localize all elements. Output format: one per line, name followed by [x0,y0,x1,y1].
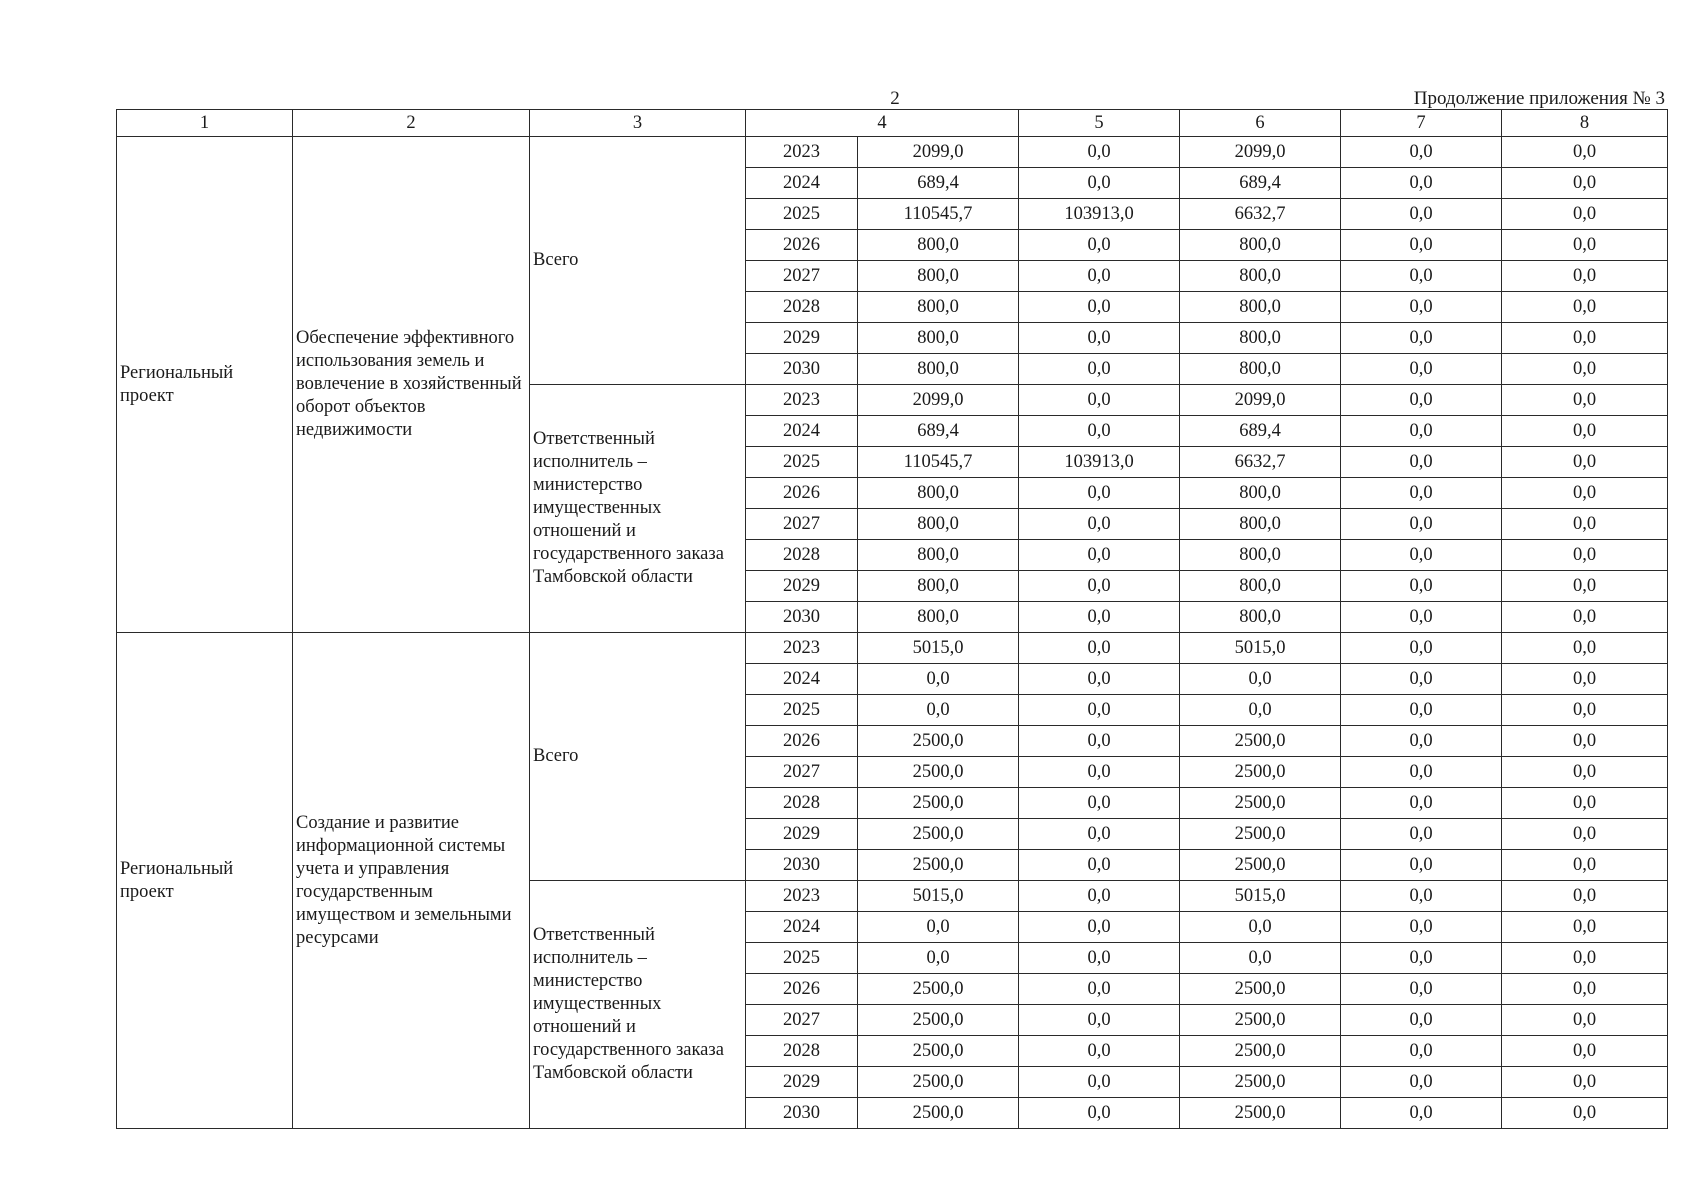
regional-budget-cell: 2500,0 [1180,1036,1341,1067]
federal-budget-cell: 0,0 [1019,757,1180,788]
amount-total-cell: 800,0 [858,292,1019,323]
year-cell: 2030 [746,1098,858,1129]
amount-total-cell: 800,0 [858,602,1019,633]
federal-budget-cell: 0,0 [1019,664,1180,695]
year-cell: 2028 [746,1036,858,1067]
federal-budget-cell: 0,0 [1019,695,1180,726]
local-budget-cell: 0,0 [1341,354,1502,385]
amount-total-cell: 110545,7 [858,447,1019,478]
regional-budget-cell: 2500,0 [1180,1067,1341,1098]
amount-total-cell: 2500,0 [858,757,1019,788]
regional-budget-cell: 800,0 [1180,230,1341,261]
amount-total-cell: 800,0 [858,261,1019,292]
year-cell: 2028 [746,788,858,819]
extrabudgetary-cell: 0,0 [1502,974,1668,1005]
extrabudgetary-cell: 0,0 [1502,912,1668,943]
continuation-caption: Продолжение приложения № 3 [1413,88,1665,109]
local-budget-cell: 0,0 [1341,695,1502,726]
regional-budget-cell: 2500,0 [1180,726,1341,757]
extrabudgetary-cell: 0,0 [1502,571,1668,602]
amount-total-cell: 800,0 [858,354,1019,385]
year-cell: 2023 [746,881,858,912]
federal-budget-cell: 0,0 [1019,881,1180,912]
local-budget-cell: 0,0 [1341,447,1502,478]
extrabudgetary-cell: 0,0 [1502,447,1668,478]
federal-budget-cell: 0,0 [1019,385,1180,416]
regional-budget-cell: 689,4 [1180,416,1341,447]
table-row [117,633,1668,664]
local-budget-cell: 0,0 [1341,819,1502,850]
funding-group-label: Ответственный исполнитель – министерство имущественных отношений и государственного заказа Тамбовской области [530,881,746,1129]
regional-budget-cell: 2500,0 [1180,850,1341,881]
extrabudgetary-cell: 0,0 [1502,664,1668,695]
local-budget-cell: 0,0 [1341,540,1502,571]
amount-total-cell: 2500,0 [858,788,1019,819]
local-budget-cell: 0,0 [1341,1005,1502,1036]
regional-budget-cell: 800,0 [1180,261,1341,292]
local-budget-cell: 0,0 [1341,1067,1502,1098]
regional-budget-cell: 800,0 [1180,602,1341,633]
column-header: 3 [530,110,746,137]
extrabudgetary-cell: 0,0 [1502,1005,1668,1036]
year-cell: 2030 [746,850,858,881]
regional-budget-cell: 800,0 [1180,540,1341,571]
extrabudgetary-cell: 0,0 [1502,230,1668,261]
federal-budget-cell: 0,0 [1019,1067,1180,1098]
year-cell: 2029 [746,323,858,354]
local-budget-cell: 0,0 [1341,881,1502,912]
extrabudgetary-cell: 0,0 [1502,1036,1668,1067]
amount-total-cell: 689,4 [858,168,1019,199]
project-name-cell: Обеспечение эффективного использования земель и вовлечение в хозяйственный оборот объектов недвижимости [293,137,530,633]
federal-budget-cell: 0,0 [1019,261,1180,292]
year-cell: 2026 [746,478,858,509]
regional-budget-cell: 0,0 [1180,943,1341,974]
extrabudgetary-cell: 0,0 [1502,1067,1668,1098]
regional-budget-cell: 2500,0 [1180,1005,1341,1036]
column-header: 1 [117,110,293,137]
regional-budget-cell: 5015,0 [1180,633,1341,664]
regional-budget-cell: 2500,0 [1180,757,1341,788]
local-budget-cell: 0,0 [1341,1036,1502,1067]
federal-budget-cell: 0,0 [1019,1005,1180,1036]
column-header: 6 [1180,110,1341,137]
regional-budget-cell: 800,0 [1180,509,1341,540]
year-cell: 2027 [746,757,858,788]
federal-budget-cell: 0,0 [1019,540,1180,571]
year-cell: 2026 [746,974,858,1005]
project-type-cell: Региональный проект [117,137,293,633]
year-cell: 2028 [746,540,858,571]
federal-budget-cell: 0,0 [1019,509,1180,540]
local-budget-cell: 0,0 [1341,602,1502,633]
extrabudgetary-cell: 0,0 [1502,478,1668,509]
year-cell: 2023 [746,385,858,416]
federal-budget-cell: 0,0 [1019,1036,1180,1067]
amount-total-cell: 800,0 [858,540,1019,571]
funding-group-label: Всего [530,137,746,385]
federal-budget-cell: 103913,0 [1019,199,1180,230]
extrabudgetary-cell: 0,0 [1502,509,1668,540]
extrabudgetary-cell: 0,0 [1502,199,1668,230]
regional-budget-cell: 0,0 [1180,664,1341,695]
regional-budget-cell: 0,0 [1180,912,1341,943]
federal-budget-cell: 0,0 [1019,819,1180,850]
regional-budget-cell: 2099,0 [1180,385,1341,416]
year-cell: 2026 [746,230,858,261]
federal-budget-cell: 0,0 [1019,943,1180,974]
page-number: 2 [890,88,900,109]
regional-budget-cell: 2099,0 [1180,137,1341,168]
extrabudgetary-cell: 0,0 [1502,757,1668,788]
amount-total-cell: 2500,0 [858,974,1019,1005]
amount-total-cell: 800,0 [858,230,1019,261]
regional-budget-cell: 800,0 [1180,354,1341,385]
year-cell: 2024 [746,664,858,695]
amount-total-cell: 2500,0 [858,1067,1019,1098]
amount-total-cell: 0,0 [858,943,1019,974]
federal-budget-cell: 0,0 [1019,137,1180,168]
federal-budget-cell: 0,0 [1019,1098,1180,1129]
regional-budget-cell: 2500,0 [1180,1098,1341,1129]
project-type-cell: Региональный проект [117,633,293,1129]
extrabudgetary-cell: 0,0 [1502,850,1668,881]
year-cell: 2025 [746,695,858,726]
local-budget-cell: 0,0 [1341,137,1502,168]
local-budget-cell: 0,0 [1341,912,1502,943]
local-budget-cell: 0,0 [1341,726,1502,757]
amount-total-cell: 0,0 [858,664,1019,695]
regional-budget-cell: 800,0 [1180,292,1341,323]
amount-total-cell: 2500,0 [858,850,1019,881]
project-name-cell: Создание и развитие информационной системы учета и управления государственным имуществом и земельными ресурсами [293,633,530,1129]
local-budget-cell: 0,0 [1341,261,1502,292]
local-budget-cell: 0,0 [1341,509,1502,540]
local-budget-cell: 0,0 [1341,478,1502,509]
extrabudgetary-cell: 0,0 [1502,788,1668,819]
federal-budget-cell: 0,0 [1019,726,1180,757]
year-cell: 2029 [746,819,858,850]
year-cell: 2027 [746,261,858,292]
extrabudgetary-cell: 0,0 [1502,726,1668,757]
federal-budget-cell: 0,0 [1019,416,1180,447]
amount-total-cell: 2500,0 [858,1036,1019,1067]
extrabudgetary-cell: 0,0 [1502,602,1668,633]
amount-total-cell: 800,0 [858,478,1019,509]
local-budget-cell: 0,0 [1341,323,1502,354]
local-budget-cell: 0,0 [1341,664,1502,695]
local-budget-cell: 0,0 [1341,385,1502,416]
table-body [117,137,1668,1129]
federal-budget-cell: 0,0 [1019,230,1180,261]
amount-total-cell: 2500,0 [858,819,1019,850]
amount-total-cell: 110545,7 [858,199,1019,230]
column-header: 8 [1502,110,1668,137]
federal-budget-cell: 0,0 [1019,168,1180,199]
extrabudgetary-cell: 0,0 [1502,1098,1668,1129]
local-budget-cell: 0,0 [1341,571,1502,602]
local-budget-cell: 0,0 [1341,230,1502,261]
regional-budget-cell: 800,0 [1180,323,1341,354]
amount-total-cell: 800,0 [858,571,1019,602]
amount-total-cell: 2500,0 [858,726,1019,757]
regional-budget-cell: 5015,0 [1180,881,1341,912]
extrabudgetary-cell: 0,0 [1502,323,1668,354]
regional-budget-cell: 2500,0 [1180,974,1341,1005]
extrabudgetary-cell: 0,0 [1502,633,1668,664]
local-budget-cell: 0,0 [1341,943,1502,974]
table-row [117,137,1668,168]
regional-budget-cell: 0,0 [1180,695,1341,726]
federal-budget-cell: 0,0 [1019,292,1180,323]
regional-budget-cell: 2500,0 [1180,819,1341,850]
extrabudgetary-cell: 0,0 [1502,385,1668,416]
year-cell: 2030 [746,354,858,385]
local-budget-cell: 0,0 [1341,1098,1502,1129]
amount-total-cell: 0,0 [858,912,1019,943]
amount-total-cell: 800,0 [858,509,1019,540]
federal-budget-cell: 0,0 [1019,633,1180,664]
amount-total-cell: 2099,0 [858,385,1019,416]
amount-total-cell: 5015,0 [858,881,1019,912]
amount-total-cell: 689,4 [858,416,1019,447]
column-header: 7 [1341,110,1502,137]
extrabudgetary-cell: 0,0 [1502,943,1668,974]
regional-budget-cell: 6632,7 [1180,447,1341,478]
local-budget-cell: 0,0 [1341,633,1502,664]
year-cell: 2024 [746,168,858,199]
year-cell: 2024 [746,912,858,943]
regional-budget-cell: 2500,0 [1180,788,1341,819]
amount-total-cell: 2500,0 [858,1005,1019,1036]
local-budget-cell: 0,0 [1341,757,1502,788]
local-budget-cell: 0,0 [1341,199,1502,230]
year-cell: 2029 [746,571,858,602]
year-cell: 2023 [746,633,858,664]
year-cell: 2026 [746,726,858,757]
extrabudgetary-cell: 0,0 [1502,261,1668,292]
amount-total-cell: 5015,0 [858,633,1019,664]
extrabudgetary-cell: 0,0 [1502,540,1668,571]
year-cell: 2025 [746,199,858,230]
extrabudgetary-cell: 0,0 [1502,416,1668,447]
year-cell: 2027 [746,1005,858,1036]
column-number-row [117,110,1668,137]
year-cell: 2030 [746,602,858,633]
federal-budget-cell: 0,0 [1019,323,1180,354]
extrabudgetary-cell: 0,0 [1502,354,1668,385]
regional-budget-cell: 689,4 [1180,168,1341,199]
year-cell: 2027 [746,509,858,540]
column-header: 2 [293,110,530,137]
amount-total-cell: 2099,0 [858,137,1019,168]
amount-total-cell: 2500,0 [858,1098,1019,1129]
extrabudgetary-cell: 0,0 [1502,881,1668,912]
funding-group-label: Ответственный исполнитель – министерство имущественных отношений и государственного заказа Тамбовской области [530,385,746,633]
federal-budget-cell: 103913,0 [1019,447,1180,478]
local-budget-cell: 0,0 [1341,974,1502,1005]
local-budget-cell: 0,0 [1341,850,1502,881]
extrabudgetary-cell: 0,0 [1502,292,1668,323]
local-budget-cell: 0,0 [1341,292,1502,323]
year-cell: 2025 [746,943,858,974]
federal-budget-cell: 0,0 [1019,912,1180,943]
federal-budget-cell: 0,0 [1019,974,1180,1005]
regional-budget-cell: 6632,7 [1180,199,1341,230]
federal-budget-cell: 0,0 [1019,478,1180,509]
federal-budget-cell: 0,0 [1019,602,1180,633]
extrabudgetary-cell: 0,0 [1502,137,1668,168]
column-header: 5 [1019,110,1180,137]
year-cell: 2023 [746,137,858,168]
extrabudgetary-cell: 0,0 [1502,819,1668,850]
federal-budget-cell: 0,0 [1019,850,1180,881]
amount-total-cell: 0,0 [858,695,1019,726]
local-budget-cell: 0,0 [1341,788,1502,819]
federal-budget-cell: 0,0 [1019,571,1180,602]
year-cell: 2029 [746,1067,858,1098]
year-cell: 2025 [746,447,858,478]
column-header: 4 [746,110,1019,137]
year-cell: 2024 [746,416,858,447]
local-budget-cell: 0,0 [1341,168,1502,199]
local-budget-cell: 0,0 [1341,416,1502,447]
extrabudgetary-cell: 0,0 [1502,168,1668,199]
regional-budget-cell: 800,0 [1180,478,1341,509]
funding-group-label: Всего [530,633,746,881]
amount-total-cell: 800,0 [858,323,1019,354]
year-cell: 2028 [746,292,858,323]
federal-budget-cell: 0,0 [1019,788,1180,819]
federal-budget-cell: 0,0 [1019,354,1180,385]
budget-table [116,109,1668,1129]
regional-budget-cell: 800,0 [1180,571,1341,602]
extrabudgetary-cell: 0,0 [1502,695,1668,726]
